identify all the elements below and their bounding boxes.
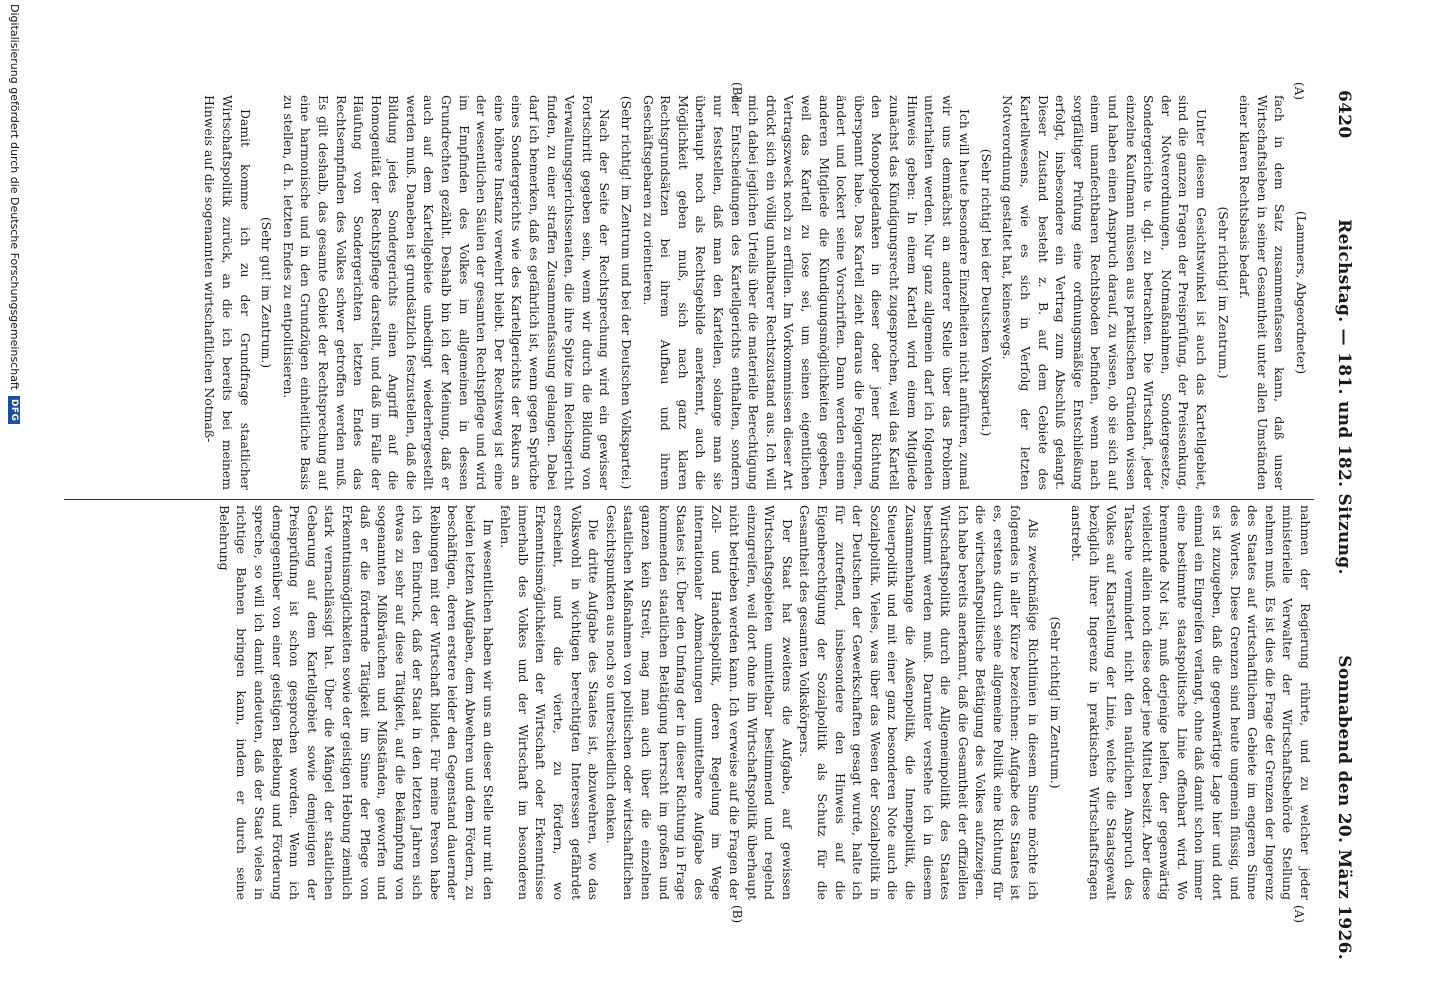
right-column <box>64 505 1314 900</box>
footer-credit: Digitalisierung gefördert durch die Deutsche Forschungsgemeinschaft <box>8 4 21 390</box>
interjection: (Sehr richtig! im Zentrum und bei der Deutschen Volkspartei.) <box>619 95 635 490</box>
margin-marker-b-left: (B) <box>730 82 744 101</box>
left-column <box>64 95 1314 490</box>
paragraph: Im wesentlichen haben wir uns an dieser Stelle nur mit den beiden letzten Aufgaben, dem Abwehren und dem Fördern, zu beschäftigen, deren erstere leider den Gegenstand dauernder Reibungen mit der Wirtschaft bildet. Für meine Person habe ich den Eindruck, daß der Staat in den letzten Jahren sich etwas zu sehr auf diese Tätigkeit, auf die Bekämpfung von sogenannten Mißbräuchen und Mißständen, geworfen und daß er die fördernde Tätigkeit im Sinne der Pflege von Erkenntnismöglichkeiten sowie der geistigen Hebung ziemlich stark vernachlässigt hat. Über die Mängel der staatlichen Gebarung auf dem Kartellgebiet sowie demjenigen der Preisprüfung ist schon gesprochen worden. Wenn ich demgegenüber von einer geistigen Belebung und Förderung spreche, so will ich damit andeuten, daß der Staat vieles in richtige Bahnen bringen kann, indem er durch seine Belehrung <box>216 505 496 900</box>
page-date: Sonnabend den 20. März 1926. <box>1334 655 1354 960</box>
paragraph: fach in dem Satz zusammenfassen kann, daß unser Wirtschaftsleben in seiner Gesamtheit unter allen Umständen einer klaren Rechtsbasis bedarf. <box>1237 95 1288 490</box>
interjection: (Sehr richtig! bei der Deutschen Volkspartei.) <box>978 148 994 437</box>
paragraph: Der Staat hat zweitens die Aufgabe, auf gewissen Wirtschaftsgebieten unmittelbar bestimmend und regelnd einzugreifen, weil dort ohne ihn Wirtschaftspolitik überhaupt nicht betrieben werden kann. Ich verweise auf die Fragen der Zoll- und Handelspolitik, deren Regelung im Wege internationaler Abmachungen unmittelbare Aufgabe des Staates ist. Über den Umfang der in dieser Richtung in Frage kommenden staatlichen Betätigung herrscht im großen und ganzen kein Streit, mag man auch über die einzelnen staatlichen Maßnahmen von politischen oder wirtschaftlichen Gesichtspunkten aus noch so unterschiedlich denken. <box>603 505 795 900</box>
paragraph: Damit komme ich zu der Grundfrage staatlicher Wirtschaftspolitik zurück, an die ich bereits bei meinem Hinweis auf die sogenannten wirtschaftlichen Notmaß- <box>202 95 253 490</box>
paragraph: Nach der Seite der Rechtsprechung wird ein gewisser Fortschritt gegeben sein, wenn wir durch die Bildung von Verwaltungsgerichtssenaten, die ihre Spitze im Reichsgericht finden, zu einer straffen Zusammenfassung gelangen. Dabei darf ich bemerken, daß es gefährlich ist, wenn gegen Sprüche eines Sondergerichts wie des Kartellgerichts der Rekurs an eine höhere Instanz verwehrt bleibt. Der Rechtsweg ist eine der wesentlichen Säulen der gesamten Rechtspflege und wird im Empfinden des Volkes im allgemeinen in dessen Grundrechten gezählt. Deshalb bin ich der Meinung, daß er auch auf dem Kartellgebiete unbedingt wiederhergestellt werden muß. Daneben ist grundsätzlich festzustellen, daß die Bildung jedes Sondergerichts einen Angriff auf die Homogenität der Rechtspflege darstellt, und daß im Falle der Häufung von Sondergerichten letzten Endes das Rechtsempfinden des Volkes schwer getroffen werden muß. Es gilt deshalb, das gesamte Gebiet der Rechtsprechung auf eine harmonische und in den Grundzügen einheitliche Basis zu stellen, d. h. letzten Endes zu entpolitisieren. <box>280 95 613 490</box>
interjection: (Sehr richtig! im Zentrum.) <box>1215 206 1231 379</box>
page-title: Reichstag. — 181. und 182. Sitzung. <box>1334 219 1354 575</box>
paragraph: nahmen der Regierung rührte, und zu welcher jeder ministerielle Verwalter der Wirtschaftsbehörde Stellung nehmen muß. Es ist dies die Frage der Grenzen der Ingerenz des Staates auf wirtschaftlichem Gebiete im engeren Sinne des Wortes. Diese Grenzen sind heute ungemein flüssig, und es ist zuzugeben, daß die gegenwärtige Lage hier und dort einmal ein Eingreifen verlangt, ohne daß damit schon immer eine bestimmte staatspolitische Linie offenbart wird. Wo brennende Not ist, muß derjenige helfen, der gegenwärtig vielleicht allein noch diese oder jene Mittel besitzt. Aber diese Tatsache vermindert nicht den natürlichen Anspruch des Volkes auf Klarstellung der Linie, welche die Staatsgewalt bezüglich ihrer Ingerenz in praktischen Wirtschaftsfragen anstrebt. <box>1069 505 1313 900</box>
interjection: (Sehr gut! im Zentrum.) <box>259 216 275 369</box>
column-divider <box>64 499 1314 500</box>
speaker-line: (Lammers, Abgeordneter) <box>1294 210 1309 375</box>
page-header <box>1324 90 1354 960</box>
paragraph: Die dritte Aufgabe des Staates ist, abzuwehren, wo das Volkswohl in wichtigen berechtigten Interessen gefährdet erscheint, und die vierte, zu fördern, wo Erkenntnismöglichkeiten der Wirtschaft oder Erkenntnisse innerhalb des Volkes und der Wirtschaft im besonderen fehlen. <box>498 505 602 900</box>
paragraph: Als zweckmäßige Richtlinien in diesem Sinne möchte ich folgendes in aller Kürze bezeichnen: Aufgabe des Staates ist es, erstens durch seine allgemeine Politik eine Richtung für die wirtschaftspolitische Betätigung des Volkes aufzuzeigen. Ich habe bereits anerkannt, daß die Gesamtheit der offiziellen Wirtschaftspolitik durch die Allgemeinpolitik des Staates bestimmt werden muß. Darunter verstehe ich in diesem Zusammenhange die Außenpolitik, die Innenpolitik, die Steuerpolitik und mit einer ganz besonderen Note auch die Sozialpolitik. Vieles, was über das Wesen der Sozialpolitik in der Deutschen der Gewerkschaften gesagt wurde, halte ich für zutreffend, insbesondere den Hinweis auf die Eigenberechtigung der Sozialpolitik als Schutz für die Gesamtheit des gesamten Volkskörpers. <box>797 505 1042 900</box>
interjection: (Sehr richtig! im Zentrum.) <box>1047 616 1063 789</box>
paragraph: Ich will heute besondere Einzelheiten nicht anführen, zumal wir uns demnächst an anderer Stelle über das Problem unterhalten werden. Nur ganz allgemein darf ich folgenden Hinweis geben: In einem Kartell wird einem Mitgliede zunächst das Kündigungsrecht zugesprochen, weil das Kartell den Monopolgedanken in dieser oder jener Richtung überspannt habe. Das Kartell zieht daraus die Folgerungen, ändert und lockert seine Vorschriften. Dann werden einem anderen Mitgliede die Kündigungsmöglichkeiten gegeben, weil das Kartell zu lose sei, um seinen eigentlichen Vertragszweck noch zu erfüllen. Im Vorkommnissen dieser Art drückt sich ein völlig unhaltbarer Rechtszustand aus. Ich will mich dabei jeglichen Urteils über die materielle Berechtigung der Entscheidungen des Kartellgerichts enthalten, sondern nur feststellen, daß man den Kartellen, solange man sie überhaupt noch als Rechtsgebilde anerkennt, auch die Möglichkeit geben muß, sich nach ganz klaren Rechtsgrundsätzen bei ihrem Aufbau und ihrem Geschäftsgebaren zu orientieren. <box>640 95 973 490</box>
margin-marker-a-right: (A) <box>1292 905 1306 924</box>
margin-marker-a-left: (A) <box>1292 82 1306 101</box>
digitization-footer <box>8 0 21 1004</box>
paragraph: Unter diesem Gesichtswinkel ist auch das Kartellgebiet, sind die ganzen Fragen der Preisprüfung, der Preissenkung, der Notverordnungen, Notmaßnahmen, Sondergesetze, Sondergerichte u. dgl. zu betrachten. Die Wirtschaft, jeder einzelne Kaufmann müssen aus praktischen Gründen wissen und haben einen Anspruch darauf, zu wissen, ob sie sich auf einem unanfechtbaren Rechtsboden befinden, wenn nach sorgfältiger Prüfung eine ordnungsmäßige Entschließung erfolgt, insbesondere ein Vertrag zum Abschluß gelangt. Dieser Zustand besteht z. B. auf dem Gebiete des Kartellwesens, wie es sich in Verfolg der letzten Notverordnung gestaltet hat, keineswegs. <box>1000 95 1210 490</box>
dfg-logo: DFG <box>9 396 21 425</box>
page-number: 6420 <box>1334 90 1354 139</box>
margin-marker-b-right: (B) <box>730 905 744 924</box>
